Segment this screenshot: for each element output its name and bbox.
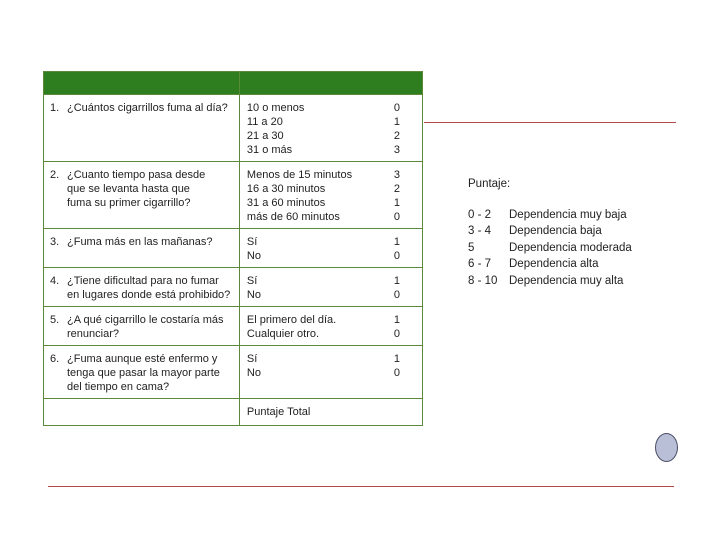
table-row [44, 229, 423, 268]
option-label: 31 a 60 minutos [246, 197, 326, 209]
answer-cell [239, 346, 422, 399]
answer-cell [239, 95, 422, 162]
option-score: 1 [393, 236, 400, 248]
answer-option [240, 182, 422, 196]
legend-item [468, 256, 632, 273]
score-legend [468, 176, 632, 289]
answer-option [240, 327, 422, 341]
legend-label: Dependencia muy alta [509, 274, 624, 287]
table-row [44, 346, 423, 399]
option-score: 0 [393, 211, 400, 223]
option-score: 1 [393, 116, 400, 128]
legend-label: Dependencia alta [509, 258, 599, 270]
legend-range: 5 [468, 241, 475, 254]
table-row [44, 307, 423, 346]
nav-circle-button[interactable] [655, 433, 678, 462]
option-score: 3 [393, 144, 400, 156]
option-label: Cualquier otro. [246, 328, 320, 340]
answer-option [240, 101, 422, 115]
legend-range: 3 - 4 [468, 225, 492, 237]
legend-range: 6 - 7 [468, 258, 492, 270]
option-label: No [246, 367, 261, 379]
answer-option [240, 288, 422, 302]
question-text: ¿A qué cigarrillo le costaría más renunciar? [67, 314, 224, 340]
question-text: ¿Fuma más en las mañanas? [67, 236, 213, 248]
option-score: 0 [393, 367, 400, 379]
option-label: No [246, 289, 261, 301]
answer-option [240, 210, 422, 224]
legend-label: Dependencia moderada [509, 241, 632, 254]
option-label: Sí [246, 236, 258, 248]
empty-cell [44, 399, 240, 426]
answer-option [240, 115, 422, 129]
option-label: 10 o menos [246, 102, 305, 114]
answer-cell [239, 162, 422, 229]
option-score: 1 [393, 314, 400, 326]
option-score: 1 [393, 275, 400, 287]
answer-cell [239, 307, 422, 346]
bottom-rule [48, 486, 674, 487]
question-cell [44, 268, 240, 307]
answer-option [240, 313, 422, 327]
legend-label: Dependencia baja [509, 225, 602, 237]
question-text: ¿Cuanto tiempo pasa desde que se levanta hasta que fuma su primer cigarrillo? [67, 169, 206, 209]
option-score: 0 [393, 289, 400, 301]
answer-option [240, 366, 422, 380]
option-score: 3 [393, 169, 400, 181]
question-cell [44, 162, 240, 229]
question-cell [44, 307, 240, 346]
question-cell [44, 95, 240, 162]
option-label: Menos de 15 minutos [246, 169, 353, 181]
option-score: 0 [393, 102, 400, 114]
option-score: 0 [393, 328, 400, 340]
option-label: No [246, 250, 261, 262]
table-row [44, 268, 423, 307]
legend-item [468, 273, 632, 290]
total-cell [239, 399, 422, 426]
total-row [44, 399, 423, 426]
table-row [44, 162, 423, 229]
option-score: 0 [393, 250, 400, 262]
option-label: 21 a 30 [246, 130, 284, 142]
table-row [44, 95, 423, 162]
answer-option [240, 235, 422, 249]
answer-option [240, 196, 422, 210]
legend-item [468, 207, 632, 224]
question-number: 4. [50, 275, 60, 287]
option-score: 2 [393, 183, 400, 195]
table-header-cell [239, 72, 422, 95]
question-number: 3. [50, 236, 60, 248]
legend-title: Puntaje: [468, 178, 511, 190]
question-number: 5. [50, 314, 60, 326]
table-header-row [44, 72, 423, 95]
fagerstrom-table [43, 71, 423, 426]
option-label: 31 o más [246, 144, 293, 156]
option-label: 11 a 20 [246, 116, 283, 128]
answer-option [240, 274, 422, 288]
question-cell [44, 229, 240, 268]
answer-option [240, 129, 422, 143]
question-text: ¿Cuántos cigarrillos fuma al día? [67, 102, 228, 114]
legend-label: Dependencia muy baja [509, 208, 627, 221]
answer-cell [239, 229, 422, 268]
legend-item [468, 223, 632, 240]
option-label: Sí [246, 353, 258, 365]
question-cell [44, 346, 240, 399]
legend-range: 8 - 10 [468, 274, 498, 287]
answer-option [240, 143, 422, 157]
answer-option [240, 249, 422, 263]
option-label: Sí [246, 275, 258, 287]
total-label: Puntaje Total [246, 406, 311, 418]
answer-option [240, 168, 422, 182]
option-score: 2 [393, 130, 400, 142]
table-header-cell [44, 72, 240, 95]
option-label: 16 a 30 minutos [246, 183, 326, 195]
legend-item [468, 240, 632, 257]
option-score: 1 [393, 197, 400, 209]
option-label: más de 60 minutos [246, 211, 340, 223]
question-number: 2. [50, 169, 60, 181]
question-number: 6. [50, 353, 60, 365]
question-text: ¿Fuma aunque esté enfermo y tenga que pasar la mayor parte del tiempo en cama? [67, 353, 220, 393]
question-text: ¿Tiene dificultad para no fumar en lugares donde está prohibido? [67, 275, 231, 301]
question-number: 1. [50, 102, 60, 114]
answer-cell [239, 268, 422, 307]
legend-list [468, 207, 632, 290]
legend-range: 0 - 2 [468, 208, 492, 221]
option-label: El primero del día. [246, 314, 337, 326]
top-rule [424, 122, 676, 123]
option-score: 1 [393, 353, 400, 365]
answer-option [240, 352, 422, 366]
